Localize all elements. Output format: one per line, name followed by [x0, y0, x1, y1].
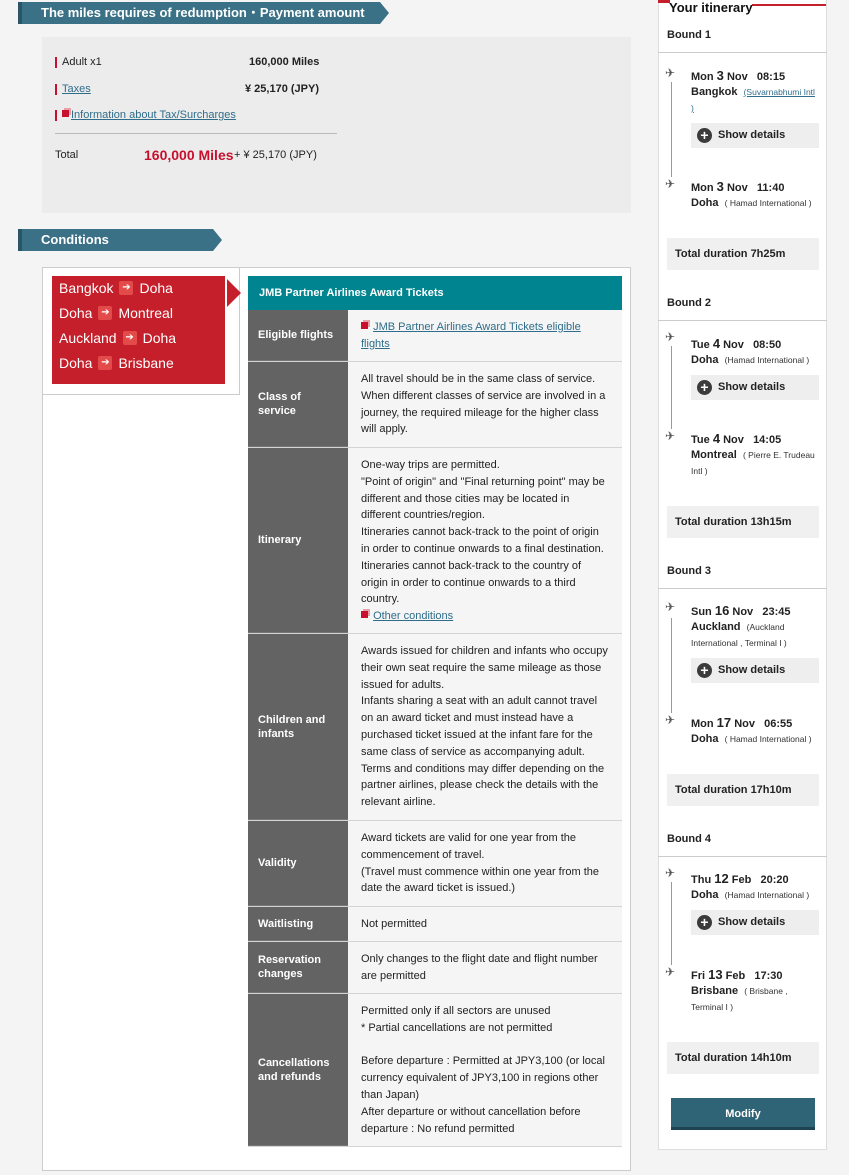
departure-city: Doha (Hamad International )	[691, 889, 810, 901]
modify-button[interactable]: Modify	[671, 1098, 815, 1130]
arrival-city: Montreal ( Pierre E. Trudeau Intl )	[691, 449, 815, 476]
itinerary-title: Your itinerary	[669, 0, 753, 15]
taxes-link[interactable]: Taxes	[62, 83, 91, 95]
landing-icon: ✈	[665, 713, 676, 727]
tax-info-link[interactable]: Information about Tax/Surcharges	[71, 109, 236, 121]
arrival-datetime: Mon 17 Nov 06:55	[691, 715, 793, 730]
airport-link[interactable]: (Suvarnabhumi Intl )	[691, 87, 815, 113]
route-item	[52, 351, 225, 376]
plus-icon: +	[697, 380, 712, 395]
bound-divider	[658, 52, 827, 53]
row-label: Itinerary	[248, 448, 348, 633]
itinerary-text: One-way trips are permitted. "Point of origin" and "Final returning point" may be different and those cities may be located in different countries/region. Itineraries cannot back-track to the point of origin in order to continue onwards to a final destination. Itineraries cannot back-track to the country of origin in order to continue onwards to a third country.	[361, 459, 605, 606]
arrival-city: Doha ( Hamad International )	[691, 197, 812, 209]
bound-label: Bound 1	[667, 29, 711, 41]
arrival-datetime: Fri 13 Feb 17:30	[691, 967, 783, 982]
departure-datetime: Sun 16 Nov 23:45	[691, 603, 791, 618]
arrow-right-icon: ➔	[98, 306, 112, 320]
route-item	[52, 276, 225, 301]
row-label: Eligible flights	[248, 310, 348, 361]
other-conditions-link[interactable]: Other conditions	[373, 610, 454, 623]
landing-icon: ✈	[665, 177, 676, 191]
departure-datetime: Thu 12 Feb 20:20	[691, 871, 789, 886]
route-item	[52, 326, 225, 351]
total-duration: Total duration 17h10m	[667, 774, 819, 806]
departure-city: Bangkok (Suvarnabhumi Intl )	[691, 86, 815, 113]
takeoff-icon: ✈	[665, 600, 676, 614]
total-plus-yen: + ¥ 25,170 (JPY)	[234, 149, 317, 161]
row-value: Permitted only if all sectors are unused * Partial cancellations are not permitted Before departure : Permitted at JPY3,100 (or local currency equivalent of JPY3,100 in regions other than Japan) After departure or without cancellation before departure : No refund permitted	[348, 994, 622, 1146]
row-value	[348, 310, 622, 361]
arrival-datetime: Mon 3 Nov 11:40	[691, 179, 785, 194]
show-details-button[interactable]: + Show details	[691, 910, 819, 935]
adult-row	[55, 56, 102, 68]
total-label: Total	[55, 149, 79, 161]
row-value: Award tickets are valid for one year from the commencement of travel. (Travel must commence within one year from the date the award ticket is issued.)	[348, 821, 622, 906]
external-link-icon	[361, 611, 368, 618]
adult-miles: 160,000 Miles	[249, 56, 320, 68]
segment-line	[671, 618, 672, 713]
payment-panel	[42, 37, 631, 213]
row-value: Only changes to the flight date and flight number are permitted	[348, 942, 622, 993]
row-value	[348, 448, 622, 633]
route-from: Doha	[59, 355, 93, 371]
total-duration: Total duration 13h15m	[667, 506, 819, 538]
eligible-flights-link[interactable]: JMB Partner Airlines Award Tickets eligible flights	[361, 321, 581, 350]
show-details-button[interactable]: + Show details	[691, 375, 819, 400]
row-label: Reservation changes	[248, 942, 348, 993]
route-from: Bangkok	[59, 280, 114, 296]
bound-divider	[658, 856, 827, 857]
itinerary-title-rule	[752, 4, 826, 6]
row-value: Not permitted	[348, 907, 622, 941]
table-row	[248, 907, 622, 942]
row-marker	[55, 57, 57, 68]
taxes-value: ¥ 25,170 (JPY)	[245, 83, 319, 95]
table-row	[248, 994, 622, 1147]
segment-line	[671, 82, 672, 177]
show-details-button[interactable]: + Show details	[691, 123, 819, 148]
departure-datetime: Mon 3 Nov 08:15	[691, 68, 786, 83]
takeoff-icon: ✈	[665, 330, 676, 344]
plus-icon: +	[697, 663, 712, 678]
routes-pointer	[227, 279, 241, 307]
adult-label: Adult x1	[62, 56, 102, 68]
row-label: Cancellations and refunds	[248, 994, 348, 1146]
bound-label: Bound 3	[667, 565, 711, 577]
external-link-icon	[62, 110, 69, 117]
landing-icon: ✈	[665, 965, 676, 979]
bound-label: Bound 4	[667, 833, 711, 845]
arrow-right-icon: ➔	[123, 331, 137, 345]
table-row	[248, 310, 622, 362]
arrow-right-icon: ➔	[98, 356, 112, 370]
payment-divider	[55, 133, 337, 134]
route-to: Montreal	[118, 305, 173, 321]
departure-datetime: Tue 4 Nov 08:50	[691, 336, 782, 351]
takeoff-icon: ✈	[665, 866, 676, 880]
row-label: Waitlisting	[248, 907, 348, 941]
departure-city: Doha (Hamad International )	[691, 354, 810, 366]
arrow-right-icon: ➔	[119, 281, 133, 295]
route-from: Doha	[59, 305, 93, 321]
row-marker	[55, 84, 57, 95]
route-from: Auckland	[59, 330, 117, 346]
row-value: Awards issued for children and infants who occupy their own seat require the same mileage as those issued for adults. Infants sharing a seat with an adult cannot travel on an award ticket and must instead have a purchased ticket issued at the infant fare for the same class of service as accompanying adult. Terms and conditions may differ depending on the partner airlines, please check the details with the relevant airline.	[348, 634, 622, 820]
table-row	[248, 821, 622, 907]
route-to: Brisbane	[118, 355, 174, 371]
routes-list	[52, 276, 225, 384]
tax-info-row	[55, 109, 236, 121]
row-label: Validity	[248, 821, 348, 906]
payment-header: The miles requires of redumption・Payment amount	[18, 2, 380, 24]
table-row	[248, 362, 622, 448]
taxes-row	[55, 83, 91, 95]
arrival-city: Doha ( Hamad International )	[691, 733, 812, 745]
table-row	[248, 448, 622, 634]
conditions-table	[248, 276, 622, 1147]
external-link-icon	[361, 322, 368, 329]
table-row	[248, 634, 622, 821]
conditions-table-title: JMB Partner Airlines Award Tickets	[248, 276, 622, 310]
plus-icon: +	[697, 128, 712, 143]
bound-label: Bound 2	[667, 297, 711, 309]
row-label: Children and infants	[248, 634, 348, 820]
arrival-city: Brisbane ( Brisbane , Terminal I )	[691, 985, 788, 1012]
route-to: Doha	[142, 330, 177, 346]
total-miles: 160,000 Miles	[144, 147, 234, 163]
route-item	[52, 301, 225, 326]
bound-divider	[658, 588, 827, 589]
plus-icon: +	[697, 915, 712, 930]
arrival-datetime: Tue 4 Nov 14:05	[691, 431, 782, 446]
total-duration: Total duration 7h25m	[667, 238, 819, 270]
segment-line	[671, 882, 672, 965]
total-duration: Total duration 14h10m	[667, 1042, 819, 1074]
landing-icon: ✈	[665, 429, 676, 443]
route-to: Doha	[139, 280, 173, 296]
table-row	[248, 942, 622, 994]
conditions-header: Conditions	[18, 229, 213, 251]
takeoff-icon: ✈	[665, 66, 676, 80]
row-marker	[55, 110, 57, 121]
row-label: Class of service	[248, 362, 348, 447]
departure-city: Auckland (Auckland International , Terminal I )	[691, 621, 787, 648]
segment-line	[671, 346, 672, 429]
bound-divider	[658, 320, 827, 321]
show-details-button[interactable]: + Show details	[691, 658, 819, 683]
row-value: All travel should be in the same class of service. When different classes of service are involved in a journey, the required mileage for the higher class will apply.	[348, 362, 622, 447]
